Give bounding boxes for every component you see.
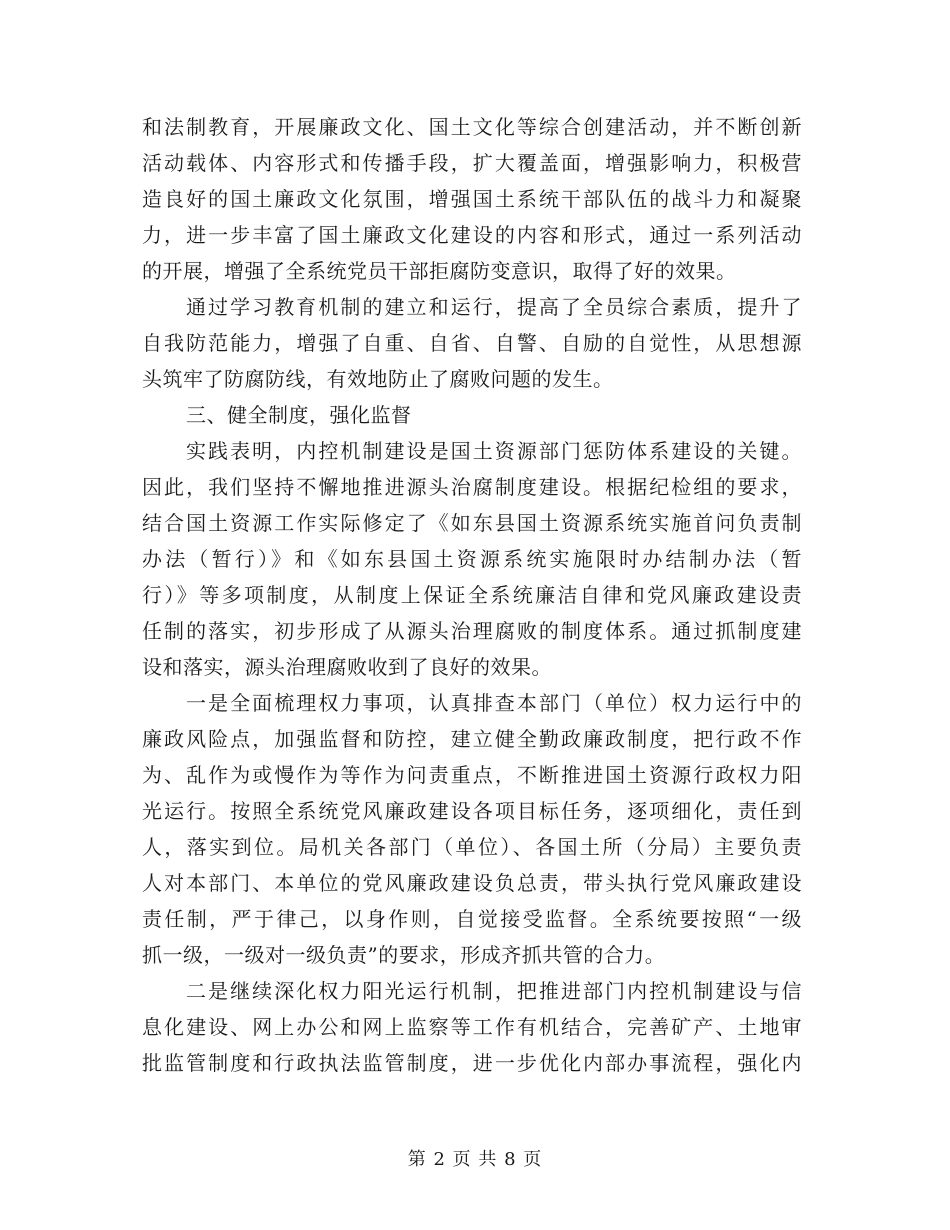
paragraph-first-line: 通过学习教育机制的建立和运行，提高了全员综合素质，提升了 bbox=[186, 295, 802, 319]
text-line: 行）》等多项制度，从制度上保证全系统廉洁自律和党风廉政建设责 bbox=[142, 583, 802, 607]
text-line: 责任制，严于律己，以身作则，自觉接受监督。全系统要按照“一级 bbox=[142, 907, 802, 931]
text-line: 头筑牢了防腐防线，有效地防止了腐败问题的发生。 bbox=[142, 367, 614, 391]
page-number-footer: 第 2 页 共 8 页 bbox=[407, 1149, 543, 1170]
text-line: 息化建设、网上办公和网上监察等工作有机结合，完善矿产、土地审 bbox=[142, 1015, 802, 1039]
paragraph-first-line: 一是全面梳理权力事项，认真排查本部门（单位）权力运行中的 bbox=[186, 691, 802, 715]
text-line: 任制的落实，初步形成了从源头治理腐败的制度体系。通过抓制度建 bbox=[142, 619, 802, 643]
section-heading: 三、健全制度，强化监督 bbox=[186, 403, 412, 427]
text-line: 廉政风险点，加强监督和防控，建立健全勤政廉政制度，把行政不作 bbox=[142, 727, 802, 751]
text-line: 批监管制度和行政执法监管制度，进一步优化内部办事流程，强化内 bbox=[142, 1051, 802, 1075]
text-line: 活动载体、内容形式和传播手段，扩大覆盖面，增强影响力，积极营 bbox=[142, 151, 802, 175]
text-line: 和法制教育，开展廉政文化、国土文化等综合创建活动，并不断创新 bbox=[142, 115, 802, 139]
text-line: 办法（暂行）》和《如东县国土资源系统实施限时办结制办法（暂 bbox=[142, 547, 802, 571]
text-line: 为、乱作为或慢作为等作为问责重点，不断推进国土资源行政权力阳 bbox=[142, 763, 802, 787]
text-line: 因此，我们坚持不懈地推进源头治腐制度建设。根据纪检组的要求， bbox=[142, 475, 802, 499]
text-line: 结合国土资源工作实际修定了《如东县国土资源系统实施首问负责制 bbox=[142, 511, 802, 535]
text-line: 设和落实，源头治理腐败收到了良好的效果。 bbox=[142, 655, 552, 679]
text-line: 光运行。按照全系统党风廉政建设各项目标任务，逐项细化，责任到 bbox=[142, 799, 802, 823]
text-line: 力，进一步丰富了国土廉政文化建设的内容和形式，通过一系列活动 bbox=[142, 223, 802, 247]
text-line: 造良好的国土廉政文化氛围，增强国土系统干部队伍的战斗力和凝聚 bbox=[142, 187, 802, 211]
text-line: 自我防范能力，增强了自重、自省、自警、自励的自觉性，从思想源 bbox=[142, 331, 802, 355]
text-line: 的开展，增强了全系统党员干部拒腐防变意识，取得了好的效果。 bbox=[142, 259, 737, 283]
paragraph-first-line: 实践表明，内控机制建设是国土资源部门惩防体系建设的关键。 bbox=[186, 439, 802, 463]
paragraph-first-line: 二是继续深化权力阳光运行机制，把推进部门内控机制建设与信 bbox=[186, 979, 802, 1003]
text-line: 抓一级，一级对一级负责”的要求，形成齐抓共管的合力。 bbox=[142, 943, 666, 967]
text-line: 人，落实到位。局机关各部门（单位）、各国土所（分局）主要负责 bbox=[142, 835, 802, 859]
text-line: 人对本部门、本单位的党风廉政建设负总责，带头执行党风廉政建设 bbox=[142, 871, 802, 895]
